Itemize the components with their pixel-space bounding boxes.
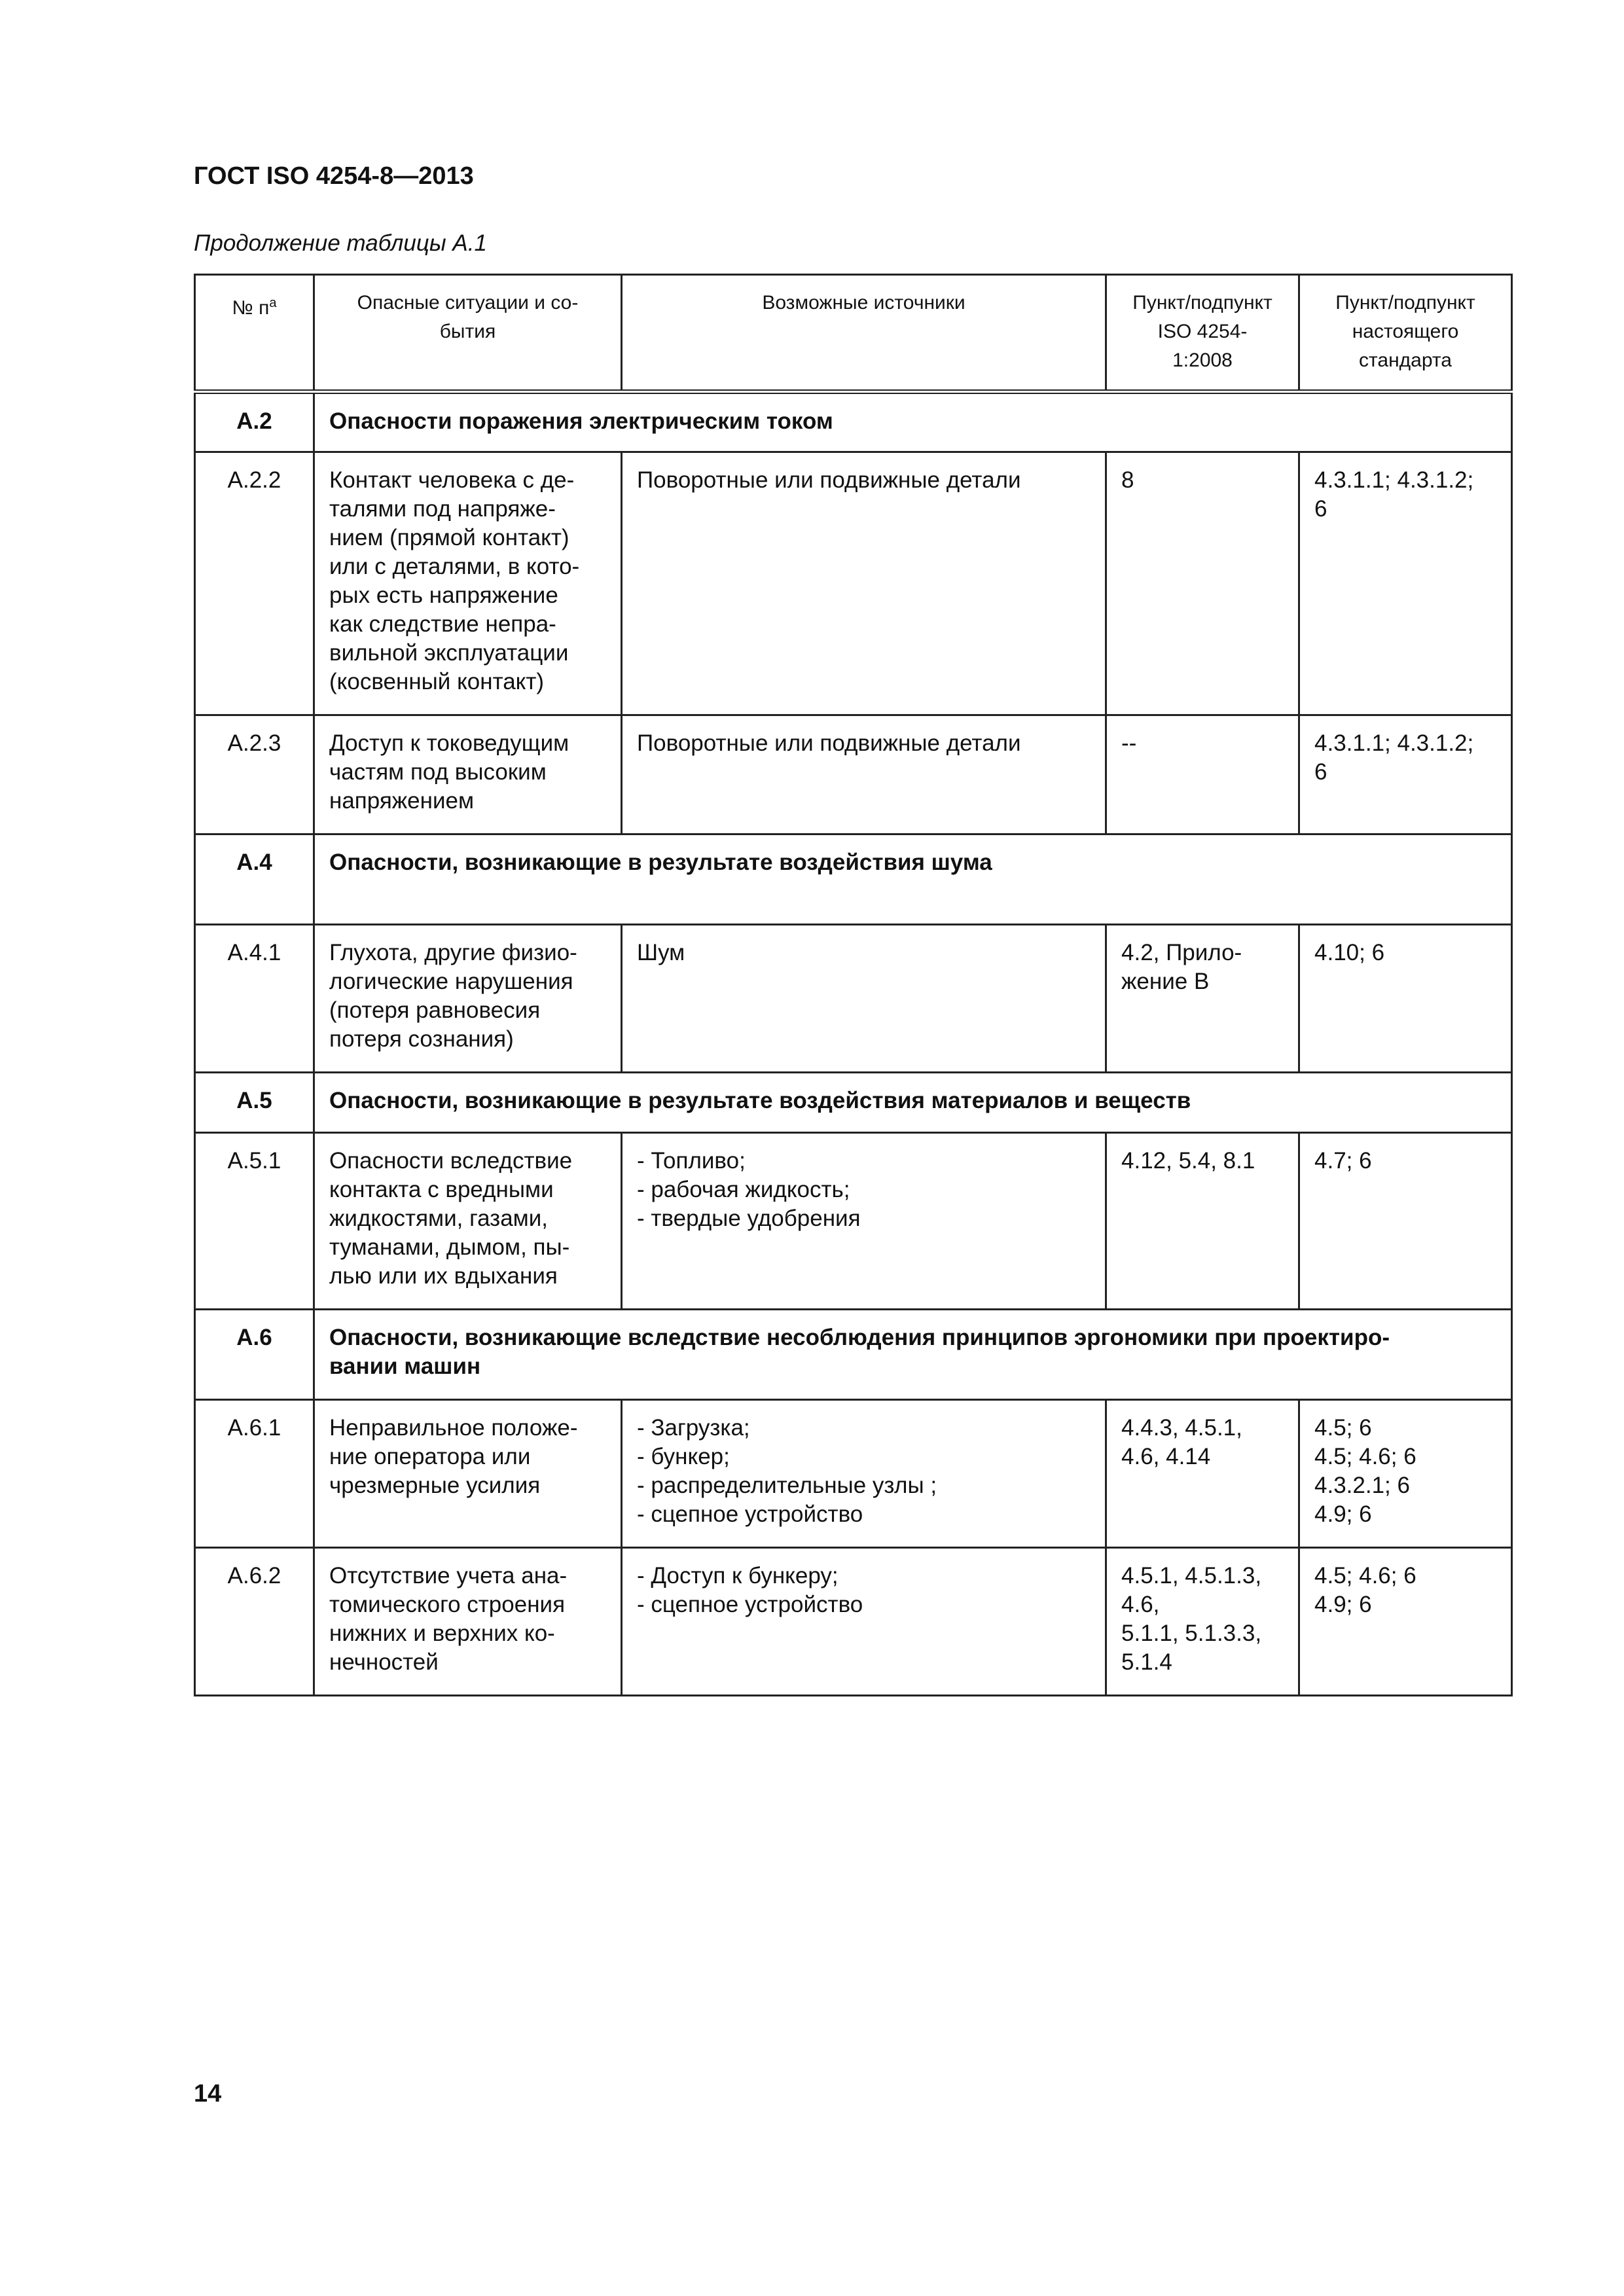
- section-title: Опасности, возникающие в результате воздействия материалов и веществ: [314, 1073, 1512, 1133]
- section-title: Опасности поражения электрическим током: [314, 392, 1512, 452]
- iso-reference: 4.12, 5.4, 8.1: [1106, 1133, 1299, 1310]
- table-row: [195, 715, 1512, 834]
- section-row: [195, 1073, 1512, 1133]
- column-header-iso-ref: Пункт/подпункт ISO 4254- 1:2008: [1106, 275, 1299, 392]
- section-row: [195, 392, 1512, 452]
- hazard-sources: - Доступ к бункеру; - сцепное устройство: [622, 1548, 1106, 1696]
- section-row: [195, 1310, 1512, 1400]
- standard-reference: 4.10; 6: [1299, 925, 1512, 1073]
- item-number: А.6.1: [195, 1400, 314, 1548]
- document-header: ГОСТ ISO 4254-8—2013: [194, 162, 474, 190]
- standard-reference: 4.3.1.1; 4.3.1.2; 6: [1299, 715, 1512, 834]
- section-number: А.4: [195, 834, 314, 925]
- iso-reference: 8: [1106, 452, 1299, 715]
- hazard-situation: Глухота, другие физио- логические нарушения (потеря равновесия потеря сознания): [314, 925, 622, 1073]
- standard-reference: 4.5; 6 4.5; 4.6; 6 4.3.2.1; 6 4.9; 6: [1299, 1400, 1512, 1548]
- section-title: Опасности, возникающие в результате воздействия шума: [314, 834, 1512, 925]
- section-row: [195, 834, 1512, 925]
- item-number: А.5.1: [195, 1133, 314, 1310]
- standard-reference: 4.5; 4.6; 6 4.9; 6: [1299, 1548, 1512, 1696]
- table-row: [195, 452, 1512, 715]
- hazard-situation: Контакт человека с де- талями под напряже- нием (прямой контакт) или с деталями, в кото- рых есть напряжение как следствие непра- вильной эксплуатации (косвенный контакт): [314, 452, 622, 715]
- table-row: [195, 1133, 1512, 1310]
- standard-reference: 4.3.1.1; 4.3.1.2; 6: [1299, 452, 1512, 715]
- item-number: А.2.2: [195, 452, 314, 715]
- section-number: А.5: [195, 1073, 314, 1133]
- iso-reference: 4.2, Прило- жение В: [1106, 925, 1299, 1073]
- item-number: А.6.2: [195, 1548, 314, 1696]
- column-header-sources: Возможные источники: [622, 275, 1106, 392]
- hazard-situation: Доступ к токоведущим частям под высоким напряжением: [314, 715, 622, 834]
- hazard-sources: - Топливо; - рабочая жидкость; - твердые удобрения: [622, 1133, 1106, 1310]
- item-number: А.4.1: [195, 925, 314, 1073]
- iso-reference: 4.5.1, 4.5.1.3, 4.6, 5.1.1, 5.1.3.3, 5.1.4: [1106, 1548, 1299, 1696]
- table-header-row: [195, 275, 1512, 392]
- hazard-sources: Шум: [622, 925, 1106, 1073]
- column-header-situation: Опасные ситуации и со- бытия: [314, 275, 622, 392]
- column-header-number: № $п^а$: [195, 275, 314, 392]
- section-number: А.6: [195, 1310, 314, 1400]
- section-title: Опасности, возникающие вследствие несоблюдения принципов эргономики при проектиро- вании машин: [314, 1310, 1512, 1400]
- hazard-sources: Поворотные или подвижные детали: [622, 452, 1106, 715]
- table-row: [195, 1400, 1512, 1548]
- item-number: А.2.3: [195, 715, 314, 834]
- table-row: [195, 1548, 1512, 1696]
- column-header-std-ref: Пункт/подпункт настоящего стандарта: [1299, 275, 1512, 392]
- page-number: 14: [194, 2080, 222, 2108]
- iso-reference: 4.4.3, 4.5.1, 4.6, 4.14: [1106, 1400, 1299, 1548]
- hazard-sources: Поворотные или подвижные детали: [622, 715, 1106, 834]
- section-number: А.2: [195, 392, 314, 452]
- table-row: [195, 925, 1512, 1073]
- standard-reference: 4.7; 6: [1299, 1133, 1512, 1310]
- table-caption: Продолжение таблицы А.1: [194, 230, 487, 256]
- iso-reference: --: [1106, 715, 1299, 834]
- hazard-sources: - Загрузка; - бункер; - распределительные узлы ; - сцепное устройство: [622, 1400, 1106, 1548]
- hazard-situation: Опасности вследствие контакта с вредными жидкостями, газами, туманами, дымом, пы- лью или их вдыхания: [314, 1133, 622, 1310]
- hazards-table: [194, 274, 1513, 1696]
- hazard-situation: Неправильное положе- ние оператора или чрезмерные усилия: [314, 1400, 622, 1548]
- hazard-situation: Отсутствие учета ана- томического строения нижних и верхних ко- нечностей: [314, 1548, 622, 1696]
